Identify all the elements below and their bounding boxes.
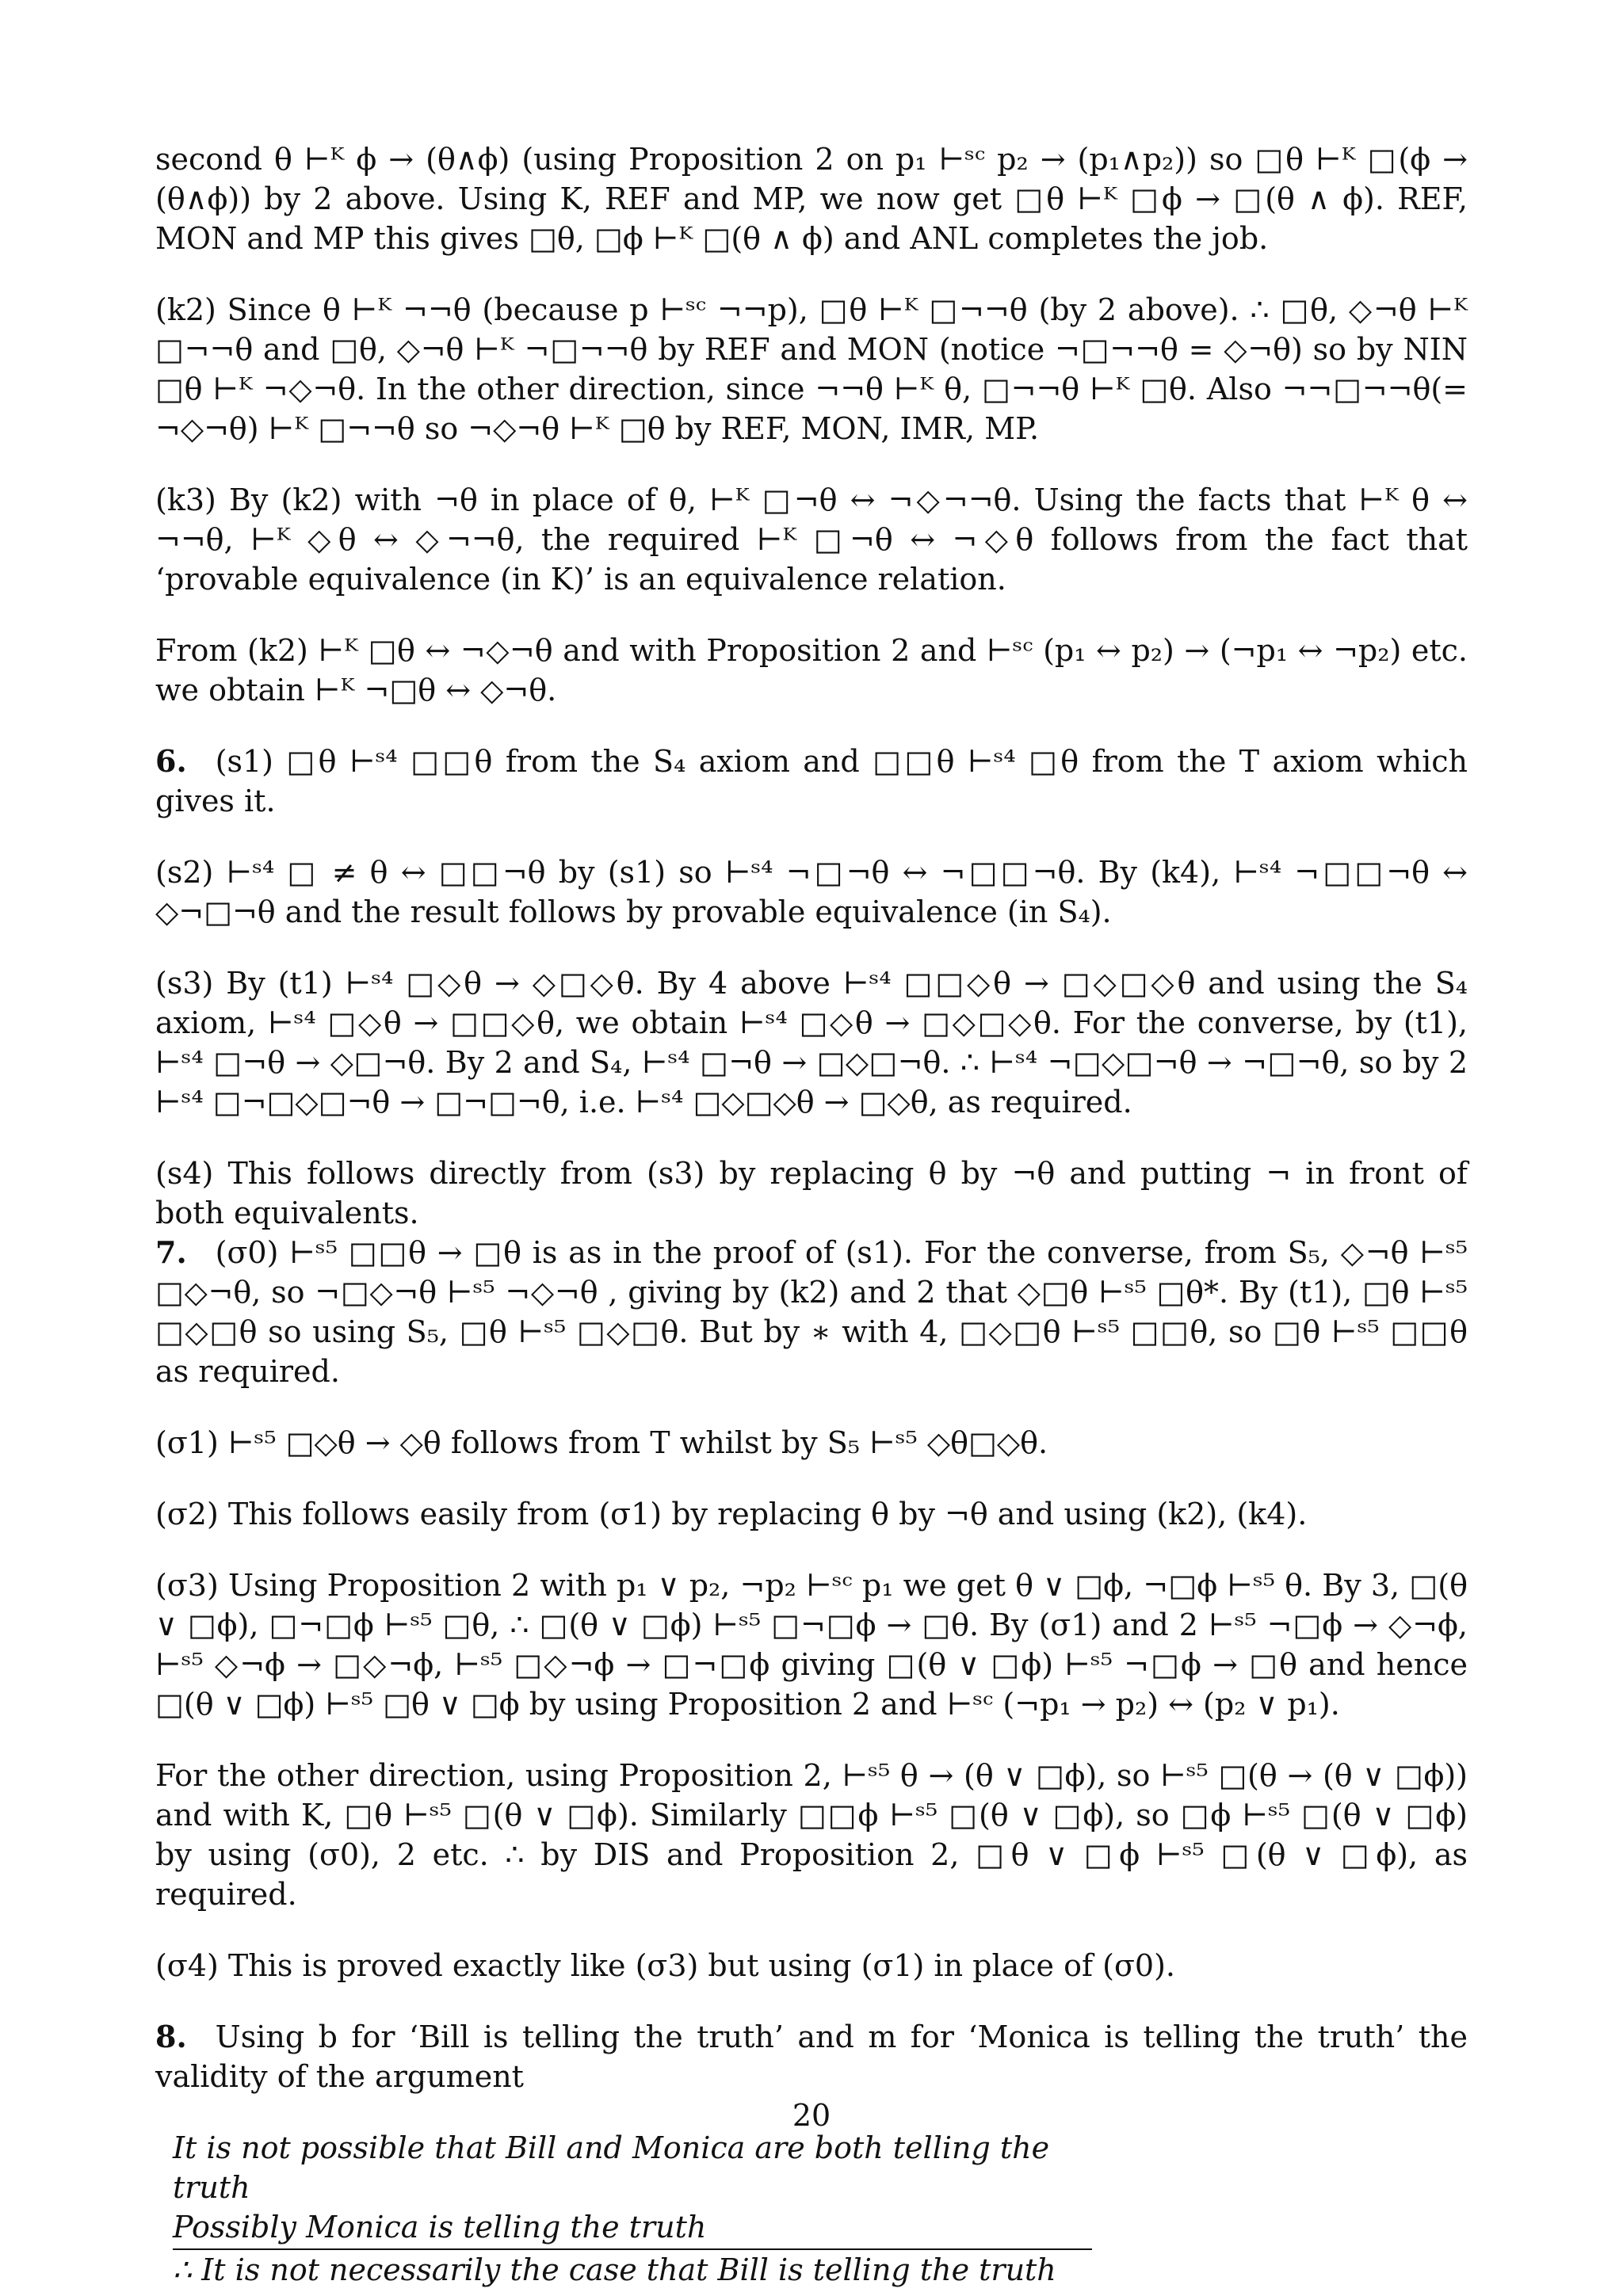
section-6 [155,742,1468,821]
section-number-8: 8. [155,2019,187,2054]
section-7-text: (σ0) ⊢ˢ⁵ □□θ → □θ is as in the proof of (s1). For the converse, from S₅, ◇¬θ ⊢ˢ⁵ □◇¬θ, so ¬□◇¬θ ⊢ˢ⁵ ¬◇¬θ , giving by (k2) and 2 that ◇□θ ⊢ˢ⁵ □θ*. By (t1), □θ ⊢ˢ⁵ □◇□θ so using S₅, □θ ⊢ˢ⁵ □◇□θ. But by ∗ with 4, □◇□θ ⊢ˢ⁵ □□θ, so □θ ⊢ˢ⁵ □□θ as required. [155,1235,1468,1389]
paragraph-k2: (k2) Since θ ⊢ᴷ ¬¬θ (because p ⊢ˢᶜ ¬¬p), □θ ⊢ᴷ □¬¬θ (by 2 above). ∴ □θ, ◇¬θ ⊢ᴷ □¬¬θ and □θ, ◇¬θ ⊢ᴷ ¬□¬¬θ by REF and MON (notice ¬□¬¬θ = ◇¬θ) so by NIN □θ ⊢ᴷ ¬◇¬θ. In the other direction, since ¬¬θ ⊢ᴷ θ, □¬¬θ ⊢ᴷ □θ. Also ¬¬□¬¬θ(= ¬◇¬θ) ⊢ᴷ □¬¬θ so ¬◇¬θ ⊢ᴷ □θ by REF, MON, IMR, MP. [155,292,1468,446]
section-number-6: 6. [155,743,187,779]
paragraph-sigma4: (σ4) This is proved exactly like (σ3) but using (σ1) in place of (σ0). [155,1948,1175,1983]
paragraph-from-k2: From (k2) ⊢ᴷ □θ ↔ ¬◇¬θ and with Proposition 2 and ⊢ˢᶜ (p₁ ↔ p₂) → (¬p₁ ↔ ¬p₂) etc. we obtain ⊢ᴷ ¬□θ ↔ ◇¬θ. [155,633,1468,707]
paragraph-sigma1: (σ1) ⊢ˢ⁵ □◇θ → ◇θ follows from T whilst by S₅ ⊢ˢ⁵ ◇θ□◇θ. [155,1425,1048,1460]
page-number: 20 [792,2098,831,2133]
section-7 [155,1233,1468,1391]
argument-premise-1: It is not possible that Bill and Monica are both telling the truth [173,2130,1050,2205]
paragraph-sigma2: (σ2) This follows easily from (σ1) by replacing θ by ¬θ and using (k2), (k4). [155,1497,1308,1531]
section-number-7: 7. [155,1234,187,1270]
section-8-text: Using b for ‘Bill is telling the truth’ and m for ‘Monica is telling the truth’ the validity of the argument [155,2019,1468,2094]
paragraph-sigma3: (σ3) Using Proposition 2 with p₁ ∨ p₂, ¬p₂ ⊢ˢᶜ p₁ we get θ ∨ □ϕ, ¬□ϕ ⊢ˢ⁵ θ. By 3, □(θ ∨ □ϕ), □¬□ϕ ⊢ˢ⁵ □θ, ∴ □(θ ∨ □ϕ) ⊢ˢ⁵ □¬□ϕ → □θ. By (σ1) and 2 ⊢ˢ⁵ ¬□ϕ → ◇¬ϕ, ⊢ˢ⁵ ◇¬ϕ → □◇¬ϕ, ⊢ˢ⁵ □◇¬ϕ → □¬□ϕ giving □(θ ∨ □ϕ) ⊢ˢ⁵ ¬□ϕ → □θ and hence □(θ ∨ □ϕ) ⊢ˢ⁵ □θ ∨ □ϕ by using Proposition 2 and ⊢ˢᶜ (¬p₁ → p₂) ↔ (p₂ ∨ p₁). [155,1568,1468,1722]
section-6-text: (s1) □θ ⊢ˢ⁴ □□θ from the S₄ axiom and □□θ ⊢ˢ⁴ □θ from the T axiom which gives it. [155,744,1468,818]
paragraph-s2: (s2) ⊢ˢ⁴ □ ≠ θ ↔ □□¬θ by (s1) so ⊢ˢ⁴ ¬□¬θ ↔ ¬□□¬θ. By (k4), ⊢ˢ⁴ ¬□□¬θ ↔ ◇¬□¬θ and the result follows by provable equivalence (in S₄). [155,855,1468,929]
paragraph-continuation: second θ ⊢ᴷ ϕ → (θ∧ϕ) (using Proposition 2 on p₁ ⊢ˢᶜ p₂ → (p₁∧p₂)) so □θ ⊢ᴷ □(ϕ → (θ∧ϕ)) by 2 above. Using K, REF and MP, we now get □θ ⊢ᴷ □ϕ → □(θ ∧ ϕ). REF, MON and MP this gives □θ, □ϕ ⊢ᴷ □(θ ∧ ϕ) and ANL completes the job. [155,142,1468,256]
paragraph-s4: (s4) This follows directly from (s3) by replacing θ by ¬θ and putting ¬ in front of both equivalents. [155,1156,1468,1230]
paragraph-k3: (k3) By (k2) with ¬θ in place of θ, ⊢ᴷ □¬θ ↔ ¬◇¬¬θ. Using the facts that ⊢ᴷ θ ↔ ¬¬θ, ⊢ᴷ ◇θ ↔ ◇¬¬θ, the required ⊢ᴷ □¬θ ↔ ¬◇θ follows from the fact that ‘provable equivalence (in K)’ is an equivalence relation. [155,482,1468,597]
argument-premise-2: Possibly Monica is telling the truth [173,2210,707,2245]
argument-conclusion: ∴ It is not necessarily the case that Bill is telling the truth [173,2252,1056,2287]
page-body [155,139,1468,2290]
argument-block [173,2128,1092,2290]
paragraph-s3: (s3) By (t1) ⊢ˢ⁴ □◇θ → ◇□◇θ. By 4 above ⊢ˢ⁴ □□◇θ → □◇□◇θ and using the S₄ axiom, ⊢ˢ⁴ □◇θ → □□◇θ, we obtain ⊢ˢ⁴ □◇θ → □◇□◇θ. For the converse, by (t1), ⊢ˢ⁴ □¬θ → ◇□¬θ. By 2 and S₄, ⊢ˢ⁴ □¬θ → □◇□¬θ. ∴ ⊢ˢ⁴ ¬□◇□¬θ → ¬□¬θ, so by 2 ⊢ˢ⁴ □¬□◇□¬θ → □¬□¬θ, i.e. ⊢ˢ⁴ □◇□◇θ → □◇θ, as required. [155,966,1468,1119]
section-8 [155,2017,1468,2096]
paragraph-other-direction: For the other direction, using Proposition 2, ⊢ˢ⁵ θ → (θ ∨ □ϕ), so ⊢ˢ⁵ □(θ → (θ ∨ □ϕ)) and with K, □θ ⊢ˢ⁵ □(θ ∨ □ϕ). Similarly □□ϕ ⊢ˢ⁵ □(θ ∨ □ϕ), so □ϕ ⊢ˢ⁵ □(θ ∨ □ϕ) by using (σ0), 2 etc. ∴ by DIS and Proposition 2, □θ ∨ □ϕ ⊢ˢ⁵ □(θ ∨ □ϕ), as required. [155,1758,1468,1912]
